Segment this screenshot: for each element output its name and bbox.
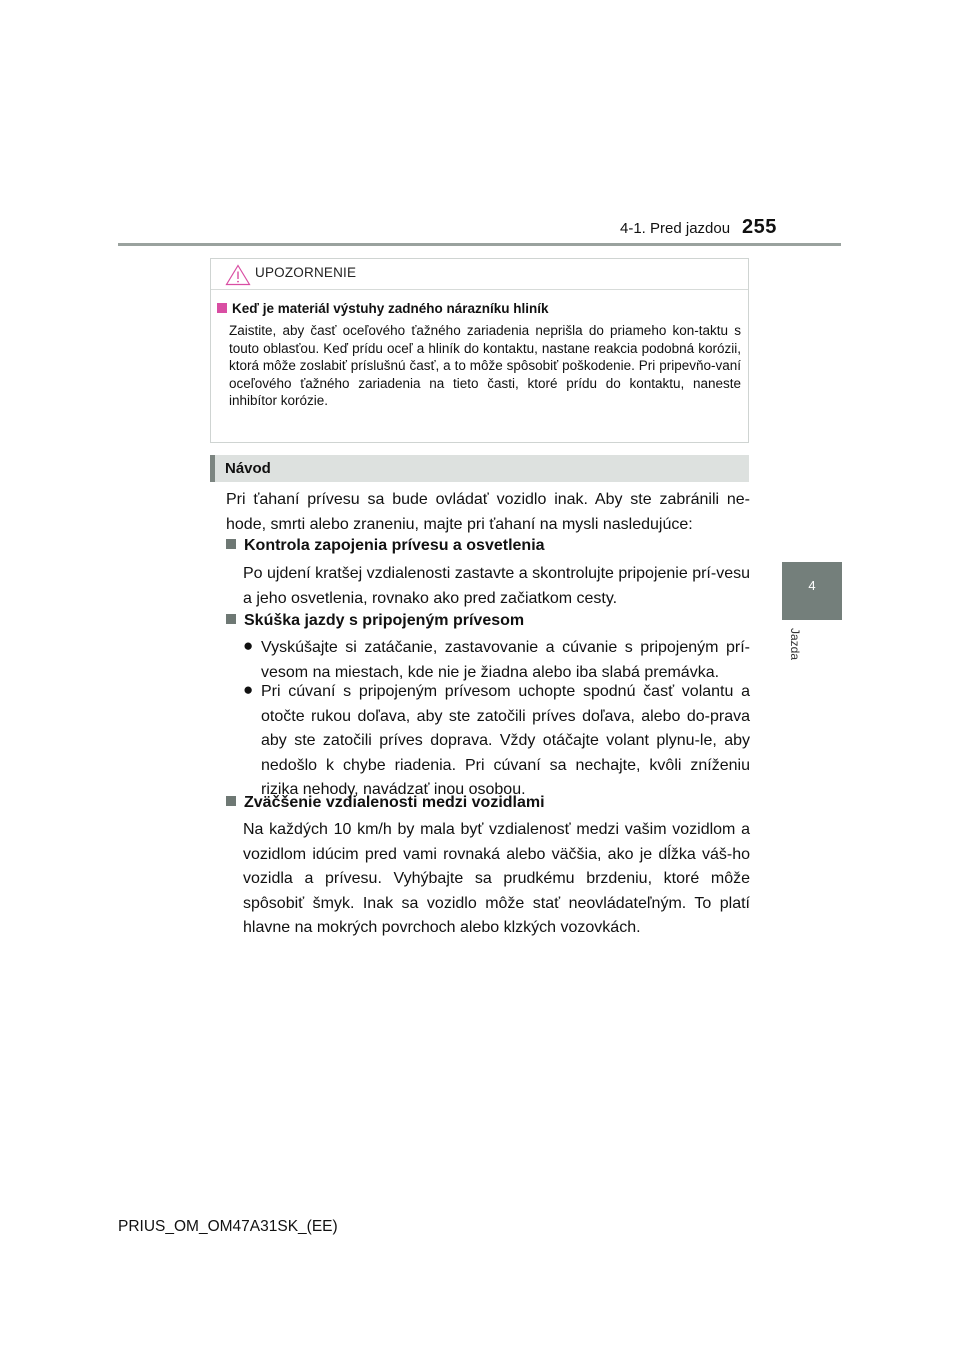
subheading-2-text: Skúška jazdy s pripojeným prívesom	[244, 612, 525, 629]
section-heading-accent	[210, 455, 215, 482]
warning-subheading-text: Keď je materiál výstuhy zadného nárazníku hliník	[232, 301, 549, 316]
square-marker-icon	[217, 303, 227, 313]
square-marker-icon	[226, 796, 236, 806]
document-code: PRIUS_OM_OM47A31SK_(EE)	[118, 1218, 338, 1235]
subheading-2	[226, 612, 524, 630]
warning-box	[210, 258, 749, 443]
section-heading: Návod	[225, 460, 271, 477]
paragraph-3: Na každých 10 km/h by mala byť vzdialenosť medzi vašim vozidlom a vozidlom idúcim pred vami rovnaká alebo väčšia, ako je dĺžka váš-ho vozidla a prívesu. Vyhýbajte sa prudkému brzdeniu, ktoré môže spôsobiť šmyk. Inak sa vozidlo môže stať neovládateľným. To platí hlavne na mokrých povrchoch alebo klzkých vozovkách.	[243, 821, 750, 936]
warning-text: Zaistite, aby časť oceľového ťažného zariadenia neprišla do priameho kon-taktu s touto oblasťou. Keď prídu oceľ a hliník do kontaktu, nastane reakcia podobná korózii, ktorá môže zoslabiť príslušnú časť, a to môže spôsobiť poškodenie. Pri pripevňo-vaní oceľového ťažného zariadenia na tieto časti, ktoré prídu do kontaktu, naneste inhibítor korózie.	[229, 323, 741, 409]
paragraph-1: Po ujdení kratšej vzdialenosti zastavte a skontrolujte pripojenie prí-vesu a jeho osvetlenia, rovnako ako pred začiatkom cesty.	[243, 565, 750, 607]
square-marker-icon	[226, 539, 236, 549]
bullet-dot-icon: ●	[243, 680, 254, 699]
bullet-item-1: Vyskúšajte si zatáčanie, zastavovanie a cúvanie s pripojeným prí-vesom na miestach, kde nie je žiadna alebo iba slabá premávka.	[261, 639, 750, 681]
intro-paragraph: Pri ťahaní prívesu sa bude ovládať vozidlo inak. Aby ste zabránili ne-hode, smrti alebo zraneniu, majte pri ťahaní na mysli nasledujúce:	[226, 491, 750, 533]
header-rule	[118, 243, 841, 246]
bullet-dot-icon: ●	[243, 636, 254, 655]
warning-title: UPOZORNENIE	[255, 265, 357, 280]
warning-header	[211, 259, 748, 290]
subheading-1	[226, 537, 545, 555]
section-title: 4-1. Pred jazdou	[620, 220, 731, 237]
chapter-tab-label-text: Jazda	[788, 628, 802, 661]
square-marker-icon	[226, 614, 236, 624]
subheading-1-text: Kontrola zapojenia prívesu a osvetlenia	[244, 537, 545, 554]
subheading-3-text: Zväčšenie vzdialenosti medzi vozidlami	[244, 794, 545, 811]
bullet-item-2: Pri cúvaní s pripojeným prívesom uchopte spodnú časť volantu a otočte rukou doľava, aby ste zatočili príves doľava, alebo do-prava aby ste zatočili príves doprava. Vždy otáčajte volant plynu-le, aby nedošlo k chybe riadenia. Pri cúvaní sa nechajte, kvôli zníženiu rizika nehody, navádzať inou osobou.	[261, 683, 750, 798]
warning-subheading	[217, 301, 549, 316]
section-heading-bar	[210, 455, 749, 482]
chapter-tab-number: 4	[808, 578, 816, 593]
page-number: 255	[742, 216, 777, 238]
warning-triangle-icon	[225, 264, 251, 286]
chapter-tab-label	[784, 628, 804, 668]
subheading-3	[226, 794, 545, 812]
